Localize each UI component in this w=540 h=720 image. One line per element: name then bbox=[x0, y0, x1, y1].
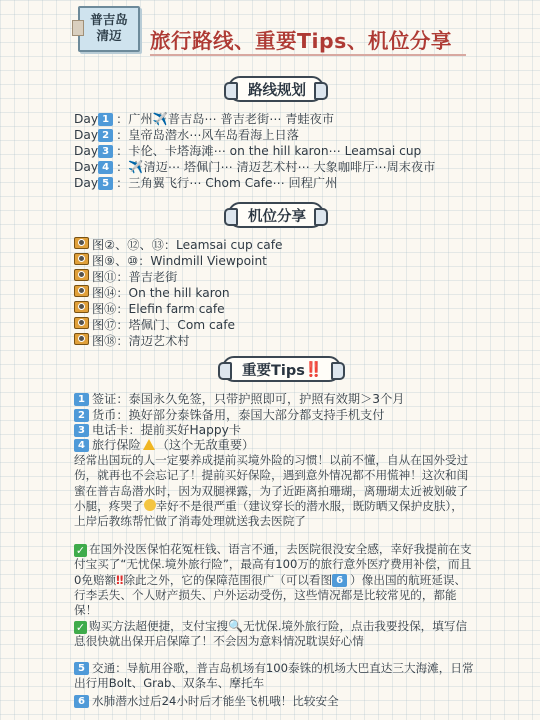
camera-icon bbox=[74, 301, 89, 313]
number-badge-icon: 4 bbox=[74, 439, 89, 452]
day-text: ：广州✈️普吉岛⋯ 普吉老街⋯ 青蛙夜市 bbox=[116, 112, 335, 126]
title-underline bbox=[150, 54, 466, 56]
camera-icon bbox=[74, 285, 89, 297]
double-exclamation-icon: ‼ bbox=[116, 572, 124, 587]
camera-icon bbox=[74, 269, 89, 281]
tip-4 bbox=[74, 437, 254, 453]
number-badge-icon: 3 bbox=[98, 145, 113, 158]
section-tips bbox=[222, 356, 341, 382]
section-route-heading: 路线规划 bbox=[228, 76, 324, 102]
number-badge-icon: 2 bbox=[74, 409, 89, 422]
spot-item bbox=[74, 333, 190, 349]
number-badge-icon: 6 bbox=[74, 695, 89, 708]
number-badge-icon: 5 bbox=[98, 177, 113, 190]
warning-icon bbox=[143, 439, 155, 450]
route-day-4 bbox=[74, 159, 435, 175]
route-day-1 bbox=[74, 111, 334, 127]
check-mark-icon: ✓ bbox=[75, 544, 86, 557]
spot-item bbox=[74, 253, 267, 269]
day-label: Day bbox=[74, 128, 99, 142]
tip-6 bbox=[74, 694, 474, 709]
spot-text: 图⑯：Elefin farm cafe bbox=[92, 302, 225, 316]
spot-text: 图②、⑫、⑬：Leamsai cup cafe bbox=[92, 238, 283, 252]
tip-text: 交通：导航用谷歌，普吉岛机场有100泰铢的机场大巴直达三大海滩，日常出行用Bolt、Grab、双条车、摩托车 bbox=[74, 661, 474, 691]
crying-face-icon bbox=[144, 499, 156, 511]
day-label: Day bbox=[74, 176, 99, 190]
tips-heading-text: 重要Tips bbox=[242, 362, 305, 379]
insurance-story-paragraph bbox=[74, 453, 474, 529]
camera-icon bbox=[74, 317, 89, 329]
number-badge-icon: 2 bbox=[98, 129, 113, 142]
day-text: ：三角翼飞行⋯ Chom Cafe⋯ 回程广州 bbox=[116, 176, 338, 190]
insurance-coverage-paragraph bbox=[74, 542, 474, 618]
paragraph-text: 经常出国玩的人一定要养成提前买境外险的习惯！以前不懂，自从在国外受过伤，就再也不会忘记了！提前买好保险，遇到意外情况都不用慌神！这次和闺蜜在普吉岛潜水时，因为双腿裸露，为了近距离拍珊瑚，离珊瑚太近被划破了小腿，疼哭了 bbox=[74, 453, 469, 513]
tag-line-2: 清迈 bbox=[96, 28, 122, 43]
number-badge-icon: 4 bbox=[98, 161, 113, 174]
day-text: ：✈️清迈⋯ 塔佩门⋯ 清迈艺术村⋯ 大象咖啡厅⋯周末夜市 bbox=[116, 160, 436, 174]
paragraph-text: 购买方法超便捷，支付宝搜 bbox=[89, 619, 229, 633]
tip-text: 签证：泰国永久免签，只带护照即可，护照有效期＞3个月 bbox=[92, 392, 405, 406]
spot-item bbox=[74, 237, 283, 253]
number-badge-icon: 3 bbox=[74, 424, 89, 437]
paragraph-text: ）像出国的航班延误、行李丢失、个人财产损失、户外运动受伤，这些情况都是比较常见的，都能保！ bbox=[74, 572, 467, 618]
spot-item bbox=[74, 285, 230, 301]
tip-2 bbox=[74, 407, 385, 423]
tip-text: 旅行保险 bbox=[92, 438, 141, 452]
number-badge-icon: 5 bbox=[74, 662, 89, 675]
spot-item bbox=[74, 317, 235, 333]
double-exclamation-icon: ‼️ bbox=[304, 361, 323, 378]
spot-text: 图⑭：On the hill karon bbox=[92, 286, 230, 300]
route-day-5 bbox=[74, 175, 337, 191]
day-text: ：皇帝岛潜水⋯风车岛看海上日落 bbox=[116, 128, 299, 142]
paragraph-text: 在国外没医保怕花冤枉钱、语言不通，去医院很没安全感，幸好我提前在支付宝买了“无忧保.境外旅行险”，最高有100万的旅行意外医疗费用补偿，而且0免赔额 bbox=[74, 542, 472, 587]
route-day-3 bbox=[74, 143, 421, 159]
tip-1 bbox=[74, 391, 404, 407]
paragraph-text: 幸好不是很严重（建议穿长的潜水服，既防晒又保护皮肤），上岸后教练帮忙做了消毒处理就送我去医院了 bbox=[74, 498, 463, 529]
tag-line-1: 普吉岛 bbox=[90, 12, 128, 27]
spot-text: 图⑨、⑩：Windmill Viewpoint bbox=[92, 254, 267, 268]
number-badge-icon: 6 bbox=[332, 574, 347, 587]
spot-text: 图⑱：清迈艺术村 bbox=[92, 334, 190, 348]
number-badge-icon: 1 bbox=[98, 113, 113, 126]
page-title: 旅行路线、重要Tips、机位分享 bbox=[150, 29, 452, 53]
number-badge-icon: 1 bbox=[74, 393, 89, 406]
spot-text: 图⑪：普吉老街 bbox=[92, 270, 178, 284]
spot-item bbox=[74, 269, 177, 285]
day-label: Day bbox=[74, 112, 99, 126]
paragraph-text: 无忧保.境外旅行险，点击我要投保，填写信息很快就出保开启保障了！不会因为意料情况耽误好心情 bbox=[74, 619, 468, 649]
section-spots bbox=[228, 202, 324, 228]
section-spots-heading: 机位分享 bbox=[228, 202, 324, 228]
day-label: Day bbox=[74, 144, 99, 158]
tip-text: 水肺潜水过后24小时后才能坐飞机哦！比较安全 bbox=[92, 694, 339, 708]
paragraph-text: 除此之外，它的保障范围很广（可以看图 bbox=[123, 572, 333, 587]
location-tag bbox=[78, 6, 140, 52]
section-tips-heading bbox=[222, 356, 341, 382]
tip-5 bbox=[74, 661, 474, 692]
camera-icon bbox=[74, 253, 89, 265]
camera-icon bbox=[74, 333, 89, 345]
tip-text: 电话卡：提前买好Happy卡 bbox=[92, 423, 242, 437]
route-day-2 bbox=[74, 127, 299, 143]
camera-icon bbox=[74, 237, 89, 249]
location-tag-text bbox=[80, 12, 138, 44]
spot-text: 图⑰：塔佩门、Com cafe bbox=[92, 318, 235, 332]
magnifier-icon: 🔍 bbox=[228, 619, 244, 633]
tip-note: （这个无敌重要） bbox=[156, 438, 255, 452]
day-label: Day bbox=[74, 160, 99, 174]
check-mark-icon: ✓ bbox=[75, 621, 86, 634]
purchase-method-paragraph bbox=[74, 619, 474, 650]
day-text: ：卡伦、卡塔海滩⋯ on the hill karon⋯ Leamsai cup bbox=[116, 144, 422, 158]
spot-item bbox=[74, 301, 225, 317]
section-route bbox=[228, 76, 324, 102]
tip-text: 货币：换好部分泰铢备用，泰国大部分都支持手机支付 bbox=[92, 408, 385, 422]
tip-3 bbox=[74, 422, 241, 438]
